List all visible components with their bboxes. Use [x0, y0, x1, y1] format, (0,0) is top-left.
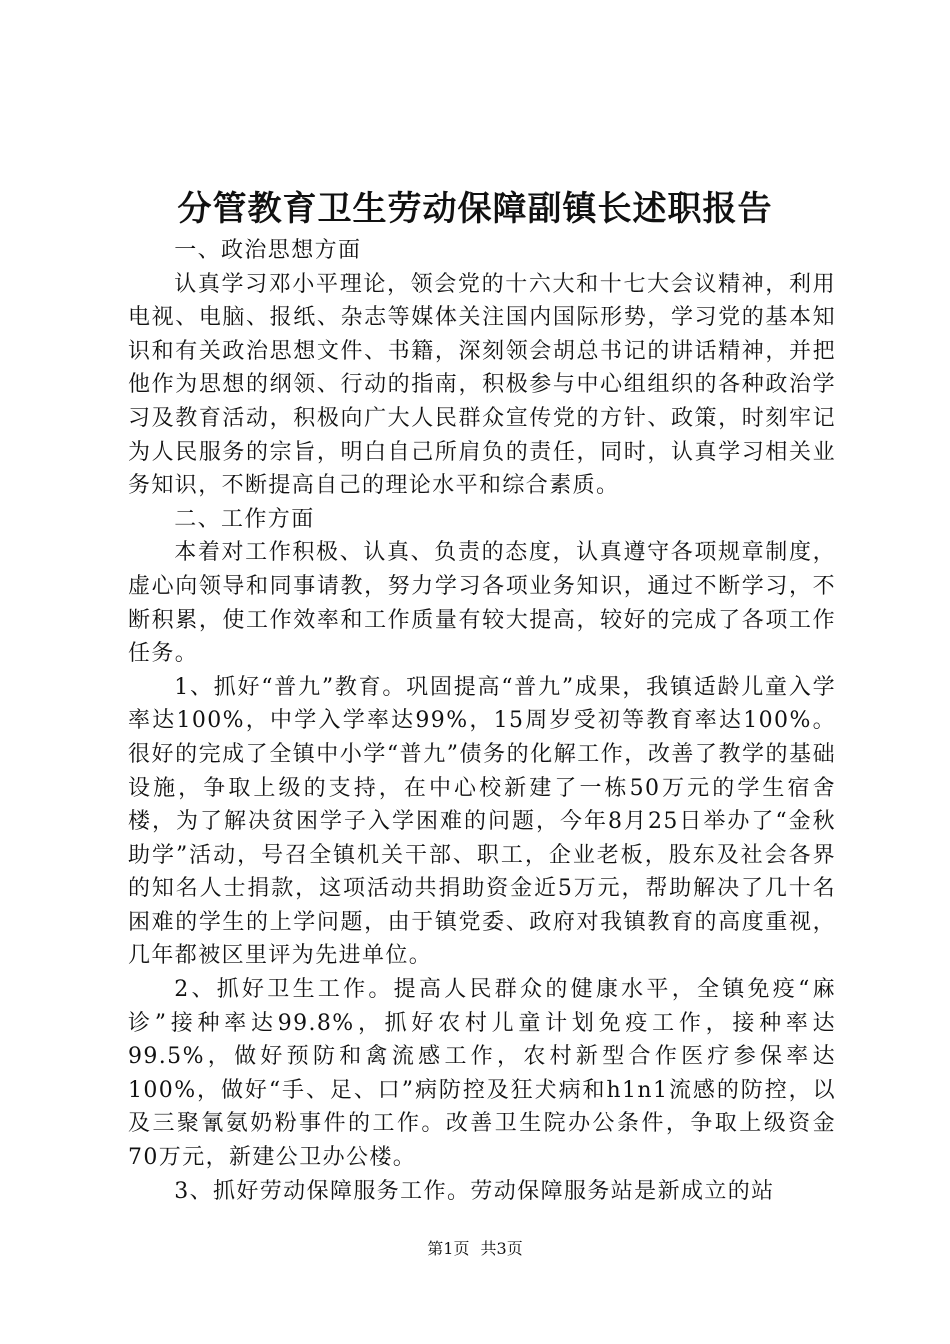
- document-title: 分管教育卫生劳动保障副镇长述职报告: [177, 189, 773, 229]
- page-footer: [0, 1238, 950, 1260]
- paragraph-education: 1、抓好“普九”教育。巩固提高“普九”成果，我镇适龄儿童入学率达100%，中学入学率达99%，15周岁受初等教育率达100%。很好的完成了全镇中小学“普九”债务的化解工作，改善了教学的基础设施，争取上级的支持，在中心校新建了一栋50万元的学生宿舍楼，为了解决贫困学子入学困难的问题，今年8月25日举办了“金秋助学”活动，号召全镇机关干部、职工，企业老板，股东及社会各界的知名人士捐款，这项活动共捐助资金近5万元，帮助解决了几十名困难的学生的上学问题，由于镇党委、政府对我镇教育的高度重视，几年都被区里评为先进单位。: [128, 674, 836, 969]
- page-number: 第1页: [427, 1239, 470, 1258]
- section-heading-politics: 一、政治思想方面: [174, 238, 362, 263]
- paragraph-labor: 3、抓好劳动保障服务工作。劳动保障服务站是新成立的站: [174, 1178, 775, 1204]
- section-heading-work: 二、工作方面: [174, 506, 315, 532]
- paragraph-work-intro: 本着对工作积极、认真、负责的态度，认真遵守各项规章制度，虚心向领导和同事请教，努力学习各项业务知识，通过不断学习，不断积累，使工作效率和工作质量有较大提高，较好的完成了各项工作任务。: [128, 540, 836, 667]
- document-body: [128, 234, 836, 1208]
- page-total: 共3页: [480, 1239, 523, 1258]
- paragraph-politics: 认真学习邓小平理论，领会党的十六大和十七大会议精神，利用电视、电脑、报纸、杂志等媒体关注国内国际形势，学习党的基本知识和有关政治思想文件、书籍，深刻领会胡总书记的讲话精神，并把他作为思想的纲领、行动的指南，积极参与中心组组织的各种政治学习及教育活动，积极向广大人民群众宣传党的方针、政策，时刻牢记为人民服务的宗旨，明白自己所肩负的责任，同时，认真学习相关业务知识，不断提高自己的理论水平和综合素质。: [128, 271, 836, 499]
- paragraph-health: 2、抓好卫生工作。提高人民群众的健康水平，全镇免疫“麻诊”接种率达99.8%，抓好农村儿童计划免疫工作，接种率达99.5%，做好预防和禽流感工作，农村新型合作医疗参保率达100%，做好“手、足、口”病防控及狂犬病和h1n1流感的防控，以及三聚氰氨奶粉事件的工作。改善卫生院办公条件，争取上级资金70万元，新建公卫办公楼。: [128, 977, 836, 1171]
